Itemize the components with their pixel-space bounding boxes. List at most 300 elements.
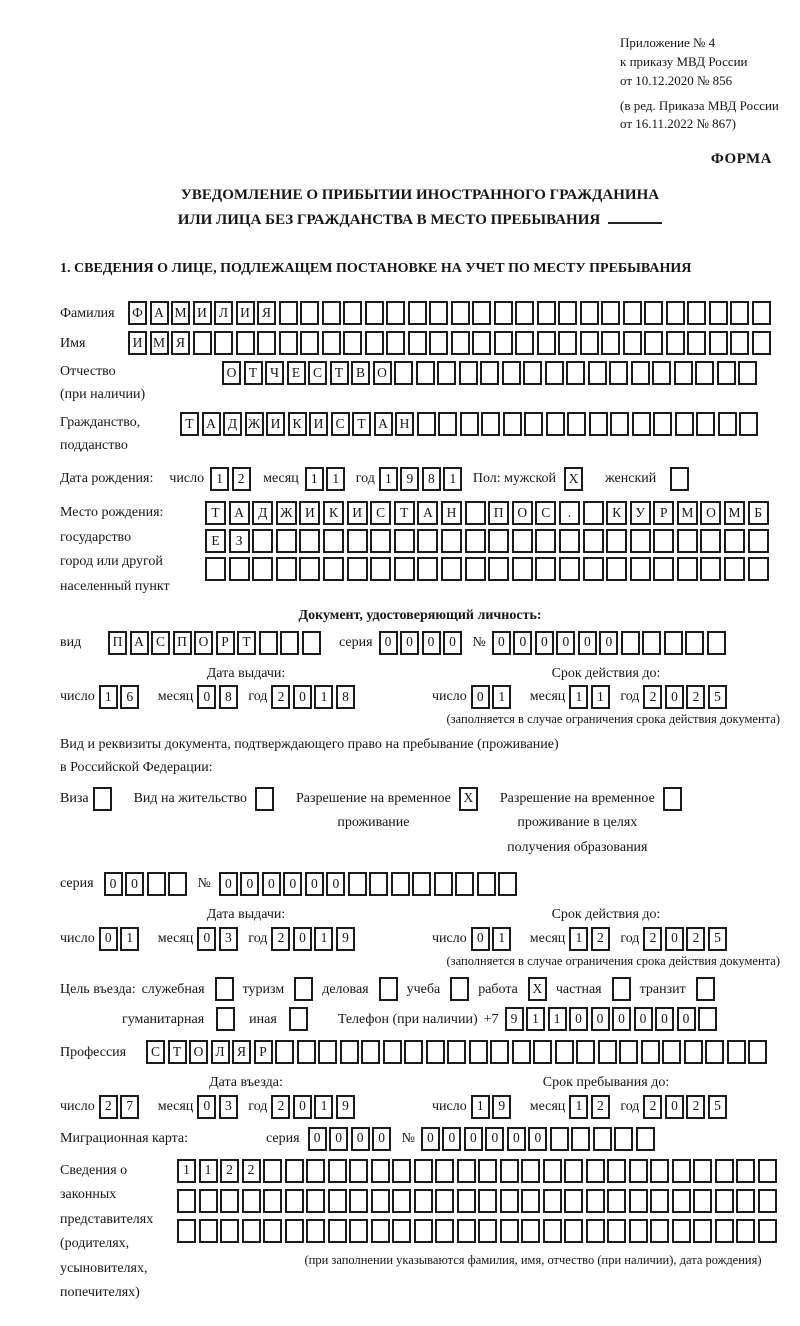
char-box[interactable]: А <box>417 501 438 525</box>
char-box[interactable] <box>435 1189 454 1213</box>
char-box[interactable] <box>477 872 496 896</box>
char-box[interactable]: А <box>150 301 169 325</box>
char-box[interactable] <box>564 1219 583 1243</box>
char-box[interactable]: 0 <box>197 1095 216 1119</box>
char-box[interactable]: Н <box>441 501 462 525</box>
char-box[interactable] <box>323 529 344 553</box>
char-box[interactable] <box>629 1219 648 1243</box>
char-box[interactable] <box>739 412 758 436</box>
char-box[interactable] <box>748 1040 767 1064</box>
char-box[interactable]: А <box>202 412 221 436</box>
char-box[interactable] <box>521 1219 540 1243</box>
char-box[interactable] <box>512 557 533 581</box>
char-box[interactable] <box>715 1159 734 1183</box>
char-box[interactable]: 0 <box>677 1007 696 1031</box>
char-box[interactable]: 2 <box>232 467 251 491</box>
char-box[interactable]: Т <box>168 1040 187 1064</box>
char-box[interactable] <box>429 301 448 325</box>
char-box[interactable] <box>644 301 663 325</box>
char-box[interactable] <box>498 872 517 896</box>
char-box[interactable]: 1 <box>314 685 333 709</box>
char-box[interactable] <box>631 361 650 385</box>
char-box[interactable] <box>717 361 736 385</box>
char-box[interactable]: П <box>173 631 192 655</box>
char-box[interactable] <box>543 1159 562 1183</box>
char-box[interactable]: 3 <box>219 1095 238 1119</box>
char-box[interactable] <box>736 1159 755 1183</box>
char-box[interactable] <box>535 529 556 553</box>
char-box[interactable]: 0 <box>665 1095 684 1119</box>
char-box[interactable]: 2 <box>591 1095 610 1119</box>
char-box[interactable] <box>263 1219 282 1243</box>
char-box[interactable]: Ф <box>128 301 147 325</box>
char-box[interactable] <box>614 1127 633 1151</box>
char-box[interactable]: 1 <box>471 1095 490 1119</box>
char-box[interactable] <box>610 412 629 436</box>
char-box[interactable]: 9 <box>400 467 419 491</box>
char-box[interactable] <box>214 331 233 355</box>
char-box[interactable] <box>705 1040 724 1064</box>
char-box[interactable] <box>666 301 685 325</box>
char-box[interactable]: X <box>459 787 478 811</box>
char-box[interactable] <box>257 331 276 355</box>
char-box[interactable]: 2 <box>643 927 662 951</box>
char-box[interactable] <box>589 412 608 436</box>
char-box[interactable]: 0 <box>372 1127 391 1151</box>
char-box[interactable] <box>609 361 628 385</box>
char-box[interactable] <box>285 1219 304 1243</box>
char-box[interactable]: Д <box>223 412 242 436</box>
char-box[interactable] <box>414 1219 433 1243</box>
char-box[interactable] <box>177 1189 196 1213</box>
char-box[interactable]: 0 <box>262 872 281 896</box>
char-box[interactable] <box>727 1040 746 1064</box>
char-box[interactable] <box>672 1159 691 1183</box>
char-box[interactable] <box>652 361 671 385</box>
char-box[interactable] <box>299 529 320 553</box>
char-box[interactable] <box>623 331 642 355</box>
char-box[interactable]: 0 <box>535 631 554 655</box>
char-box[interactable] <box>758 1189 777 1213</box>
char-box[interactable] <box>285 1189 304 1213</box>
char-box[interactable] <box>641 1040 660 1064</box>
char-box[interactable]: X <box>564 467 583 491</box>
char-box[interactable] <box>306 1219 325 1243</box>
char-box[interactable] <box>276 529 297 553</box>
char-box[interactable] <box>365 301 384 325</box>
char-box[interactable] <box>322 331 341 355</box>
char-box[interactable]: 2 <box>643 1095 662 1119</box>
char-box[interactable] <box>275 1040 294 1064</box>
char-box[interactable] <box>220 1219 239 1243</box>
char-box[interactable] <box>394 529 415 553</box>
char-box[interactable]: М <box>724 501 745 525</box>
char-box[interactable]: И <box>309 412 328 436</box>
char-box[interactable] <box>663 787 682 811</box>
char-box[interactable]: 1 <box>120 927 139 951</box>
char-box[interactable] <box>328 1159 347 1183</box>
char-box[interactable]: 0 <box>283 872 302 896</box>
char-box[interactable]: Т <box>394 501 415 525</box>
char-box[interactable] <box>371 1159 390 1183</box>
char-box[interactable]: 1 <box>569 685 588 709</box>
char-box[interactable]: 2 <box>271 1095 290 1119</box>
char-box[interactable] <box>583 501 604 525</box>
char-box[interactable] <box>730 301 749 325</box>
char-box[interactable] <box>736 1189 755 1213</box>
char-box[interactable] <box>455 872 474 896</box>
char-box[interactable]: И <box>299 501 320 525</box>
char-box[interactable] <box>758 1159 777 1183</box>
char-box[interactable] <box>607 1219 626 1243</box>
char-box[interactable]: Т <box>180 412 199 436</box>
char-box[interactable] <box>644 331 663 355</box>
char-box[interactable]: 0 <box>578 631 597 655</box>
char-box[interactable]: М <box>677 501 698 525</box>
char-box[interactable]: 0 <box>351 1127 370 1151</box>
char-box[interactable] <box>306 1189 325 1213</box>
char-box[interactable] <box>583 557 604 581</box>
char-box[interactable]: 0 <box>599 631 618 655</box>
char-box[interactable] <box>550 1127 569 1151</box>
char-box[interactable]: 0 <box>569 1007 588 1031</box>
char-box[interactable] <box>441 557 462 581</box>
char-box[interactable] <box>490 1040 509 1064</box>
char-box[interactable]: 1 <box>591 685 610 709</box>
char-box[interactable] <box>478 1159 497 1183</box>
char-box[interactable] <box>276 557 297 581</box>
char-box[interactable] <box>394 557 415 581</box>
char-box[interactable] <box>724 557 745 581</box>
char-box[interactable] <box>242 1219 261 1243</box>
char-box[interactable]: С <box>370 501 391 525</box>
char-box[interactable]: А <box>130 631 149 655</box>
char-box[interactable] <box>386 331 405 355</box>
char-box[interactable] <box>371 1189 390 1213</box>
char-box[interactable] <box>459 361 478 385</box>
char-box[interactable] <box>465 501 486 525</box>
char-box[interactable] <box>478 1189 497 1213</box>
char-box[interactable] <box>558 331 577 355</box>
char-box[interactable]: 2 <box>686 927 705 951</box>
char-box[interactable]: К <box>606 501 627 525</box>
char-box[interactable] <box>515 331 534 355</box>
char-box[interactable]: 2 <box>220 1159 239 1183</box>
char-box[interactable] <box>216 1007 235 1031</box>
char-box[interactable]: . <box>559 501 580 525</box>
char-box[interactable] <box>653 557 674 581</box>
char-box[interactable] <box>715 1219 734 1243</box>
char-box[interactable]: 0 <box>293 927 312 951</box>
char-box[interactable] <box>229 557 250 581</box>
char-box[interactable] <box>252 557 273 581</box>
char-box[interactable]: 0 <box>443 631 462 655</box>
char-box[interactable] <box>306 1159 325 1183</box>
char-box[interactable]: 0 <box>326 872 345 896</box>
char-box[interactable]: 0 <box>612 1007 631 1031</box>
char-box[interactable]: 1 <box>199 1159 218 1183</box>
char-box[interactable]: 0 <box>665 927 684 951</box>
char-box[interactable]: 8 <box>422 467 441 491</box>
char-box[interactable]: 1 <box>314 927 333 951</box>
char-box[interactable] <box>672 1189 691 1213</box>
char-box[interactable]: 1 <box>569 1095 588 1119</box>
char-box[interactable] <box>392 1189 411 1213</box>
char-box[interactable] <box>369 872 388 896</box>
char-box[interactable]: Т <box>205 501 226 525</box>
char-box[interactable] <box>450 977 469 1001</box>
char-box[interactable]: К <box>288 412 307 436</box>
char-box[interactable] <box>193 331 212 355</box>
char-box[interactable]: 8 <box>336 685 355 709</box>
char-box[interactable] <box>537 331 556 355</box>
char-box[interactable] <box>685 631 704 655</box>
char-box[interactable] <box>285 1159 304 1183</box>
char-box[interactable]: К <box>323 501 344 525</box>
char-box[interactable]: И <box>266 412 285 436</box>
char-box[interactable] <box>435 1159 454 1183</box>
char-box[interactable]: О <box>700 501 721 525</box>
char-box[interactable] <box>280 631 299 655</box>
char-box[interactable] <box>328 1219 347 1243</box>
char-box[interactable] <box>215 977 234 1001</box>
char-box[interactable] <box>414 1189 433 1213</box>
char-box[interactable] <box>457 1159 476 1183</box>
char-box[interactable] <box>488 529 509 553</box>
char-box[interactable] <box>515 301 534 325</box>
char-box[interactable] <box>636 1127 655 1151</box>
char-box[interactable]: О <box>194 631 213 655</box>
char-box[interactable]: 0 <box>219 872 238 896</box>
char-box[interactable] <box>718 412 737 436</box>
char-box[interactable]: 1 <box>314 1095 333 1119</box>
char-box[interactable]: 7 <box>120 1095 139 1119</box>
char-box[interactable] <box>537 301 556 325</box>
char-box[interactable] <box>279 331 298 355</box>
char-box[interactable] <box>672 1219 691 1243</box>
char-box[interactable] <box>503 412 522 436</box>
char-box[interactable] <box>677 529 698 553</box>
char-box[interactable]: О <box>373 361 392 385</box>
char-box[interactable]: Ж <box>276 501 297 525</box>
char-box[interactable]: 0 <box>293 685 312 709</box>
char-box[interactable] <box>695 361 714 385</box>
char-box[interactable] <box>700 557 721 581</box>
char-box[interactable] <box>559 529 580 553</box>
char-box[interactable] <box>349 1189 368 1213</box>
char-box[interactable]: С <box>308 361 327 385</box>
char-box[interactable] <box>177 1219 196 1243</box>
char-box[interactable]: 0 <box>305 872 324 896</box>
char-box[interactable] <box>586 1219 605 1243</box>
char-box[interactable] <box>481 412 500 436</box>
char-box[interactable] <box>601 331 620 355</box>
char-box[interactable] <box>438 412 457 436</box>
char-box[interactable]: 0 <box>556 631 575 655</box>
char-box[interactable]: 0 <box>485 1127 504 1151</box>
char-box[interactable] <box>417 412 436 436</box>
char-box[interactable] <box>199 1189 218 1213</box>
char-box[interactable]: 8 <box>219 685 238 709</box>
char-box[interactable] <box>465 529 486 553</box>
char-box[interactable] <box>629 1189 648 1213</box>
char-box[interactable] <box>408 331 427 355</box>
char-box[interactable]: 9 <box>505 1007 524 1031</box>
char-box[interactable] <box>675 412 694 436</box>
char-box[interactable] <box>700 529 721 553</box>
char-box[interactable]: 2 <box>686 1095 705 1119</box>
char-box[interactable]: X <box>528 977 547 1001</box>
char-box[interactable]: 0 <box>99 927 118 951</box>
char-box[interactable]: Н <box>395 412 414 436</box>
char-box[interactable] <box>650 1219 669 1243</box>
char-box[interactable] <box>263 1159 282 1183</box>
char-box[interactable] <box>650 1159 669 1183</box>
char-box[interactable]: Л <box>211 1040 230 1064</box>
char-box[interactable] <box>391 872 410 896</box>
char-box[interactable] <box>488 557 509 581</box>
char-box[interactable] <box>469 1040 488 1064</box>
char-box[interactable] <box>480 361 499 385</box>
char-box[interactable]: 0 <box>421 1127 440 1151</box>
char-box[interactable] <box>168 872 187 896</box>
char-box[interactable]: 2 <box>99 1095 118 1119</box>
char-box[interactable] <box>674 361 693 385</box>
char-box[interactable]: И <box>193 301 212 325</box>
char-box[interactable] <box>242 1189 261 1213</box>
char-box[interactable] <box>566 361 585 385</box>
char-box[interactable]: 9 <box>336 927 355 951</box>
char-box[interactable]: И <box>347 501 368 525</box>
char-box[interactable] <box>709 301 728 325</box>
char-box[interactable] <box>343 301 362 325</box>
char-box[interactable]: 1 <box>210 467 229 491</box>
char-box[interactable] <box>460 412 479 436</box>
char-box[interactable]: 0 <box>379 631 398 655</box>
char-box[interactable] <box>236 331 255 355</box>
char-box[interactable] <box>687 331 706 355</box>
char-box[interactable] <box>500 1159 519 1183</box>
char-box[interactable]: 2 <box>242 1159 261 1183</box>
char-box[interactable]: С <box>146 1040 165 1064</box>
char-box[interactable] <box>607 1189 626 1213</box>
char-box[interactable]: 0 <box>634 1007 653 1031</box>
char-box[interactable]: 1 <box>305 467 324 491</box>
char-box[interactable] <box>632 412 651 436</box>
char-box[interactable]: 1 <box>492 685 511 709</box>
char-box[interactable]: И <box>236 301 255 325</box>
char-box[interactable]: 2 <box>591 927 610 951</box>
char-box[interactable]: Я <box>232 1040 251 1064</box>
char-box[interactable]: О <box>222 361 241 385</box>
char-box[interactable] <box>524 412 543 436</box>
char-box[interactable] <box>379 977 398 1001</box>
char-box[interactable] <box>494 301 513 325</box>
char-box[interactable]: Я <box>171 331 190 355</box>
char-box[interactable]: Ч <box>265 361 284 385</box>
char-box[interactable]: С <box>151 631 170 655</box>
char-box[interactable] <box>693 1189 712 1213</box>
char-box[interactable] <box>564 1189 583 1213</box>
char-box[interactable]: 0 <box>471 927 490 951</box>
char-box[interactable]: 9 <box>336 1095 355 1119</box>
char-box[interactable] <box>684 1040 703 1064</box>
char-box[interactable] <box>383 1040 402 1064</box>
char-box[interactable] <box>318 1040 337 1064</box>
char-box[interactable] <box>299 557 320 581</box>
char-box[interactable]: У <box>630 501 651 525</box>
char-box[interactable] <box>546 412 565 436</box>
char-box[interactable]: Я <box>257 301 276 325</box>
char-box[interactable]: 0 <box>492 631 511 655</box>
char-box[interactable] <box>259 631 278 655</box>
char-box[interactable]: 2 <box>643 685 662 709</box>
char-box[interactable]: Т <box>237 631 256 655</box>
char-box[interactable] <box>715 1189 734 1213</box>
char-box[interactable] <box>621 631 640 655</box>
char-box[interactable]: С <box>331 412 350 436</box>
char-box[interactable] <box>583 529 604 553</box>
char-box[interactable]: 0 <box>591 1007 610 1031</box>
char-box[interactable]: С <box>535 501 556 525</box>
char-box[interactable]: 2 <box>686 685 705 709</box>
char-box[interactable] <box>417 557 438 581</box>
char-box[interactable] <box>606 557 627 581</box>
char-box[interactable]: 5 <box>708 1095 727 1119</box>
char-box[interactable]: 1 <box>326 467 345 491</box>
char-box[interactable]: З <box>229 529 250 553</box>
char-box[interactable] <box>451 301 470 325</box>
char-box[interactable] <box>748 557 769 581</box>
char-box[interactable] <box>724 529 745 553</box>
char-box[interactable] <box>416 361 435 385</box>
char-box[interactable]: Т <box>352 412 371 436</box>
char-box[interactable] <box>220 1189 239 1213</box>
char-box[interactable] <box>545 361 564 385</box>
char-box[interactable] <box>601 301 620 325</box>
char-box[interactable]: 5 <box>708 685 727 709</box>
char-box[interactable] <box>297 1040 316 1064</box>
char-box[interactable] <box>662 1040 681 1064</box>
char-box[interactable]: 0 <box>400 631 419 655</box>
char-box[interactable] <box>500 1189 519 1213</box>
char-box[interactable] <box>322 301 341 325</box>
char-box[interactable] <box>629 1159 648 1183</box>
char-box[interactable] <box>580 301 599 325</box>
char-box[interactable] <box>441 529 462 553</box>
char-box[interactable] <box>738 361 757 385</box>
char-box[interactable]: Ж <box>245 412 264 436</box>
char-box[interactable] <box>666 331 685 355</box>
char-box[interactable] <box>392 1219 411 1243</box>
char-box[interactable] <box>523 361 542 385</box>
char-box[interactable] <box>500 1219 519 1243</box>
char-box[interactable] <box>502 361 521 385</box>
char-box[interactable] <box>512 1040 531 1064</box>
char-box[interactable] <box>300 301 319 325</box>
char-box[interactable]: 0 <box>513 631 532 655</box>
char-box[interactable] <box>255 787 274 811</box>
char-box[interactable] <box>437 361 456 385</box>
char-box[interactable] <box>580 331 599 355</box>
char-box[interactable] <box>535 557 556 581</box>
char-box[interactable]: 6 <box>120 685 139 709</box>
char-box[interactable] <box>512 529 533 553</box>
char-box[interactable] <box>147 872 166 896</box>
char-box[interactable]: И <box>128 331 147 355</box>
char-box[interactable] <box>494 331 513 355</box>
char-box[interactable] <box>752 331 771 355</box>
